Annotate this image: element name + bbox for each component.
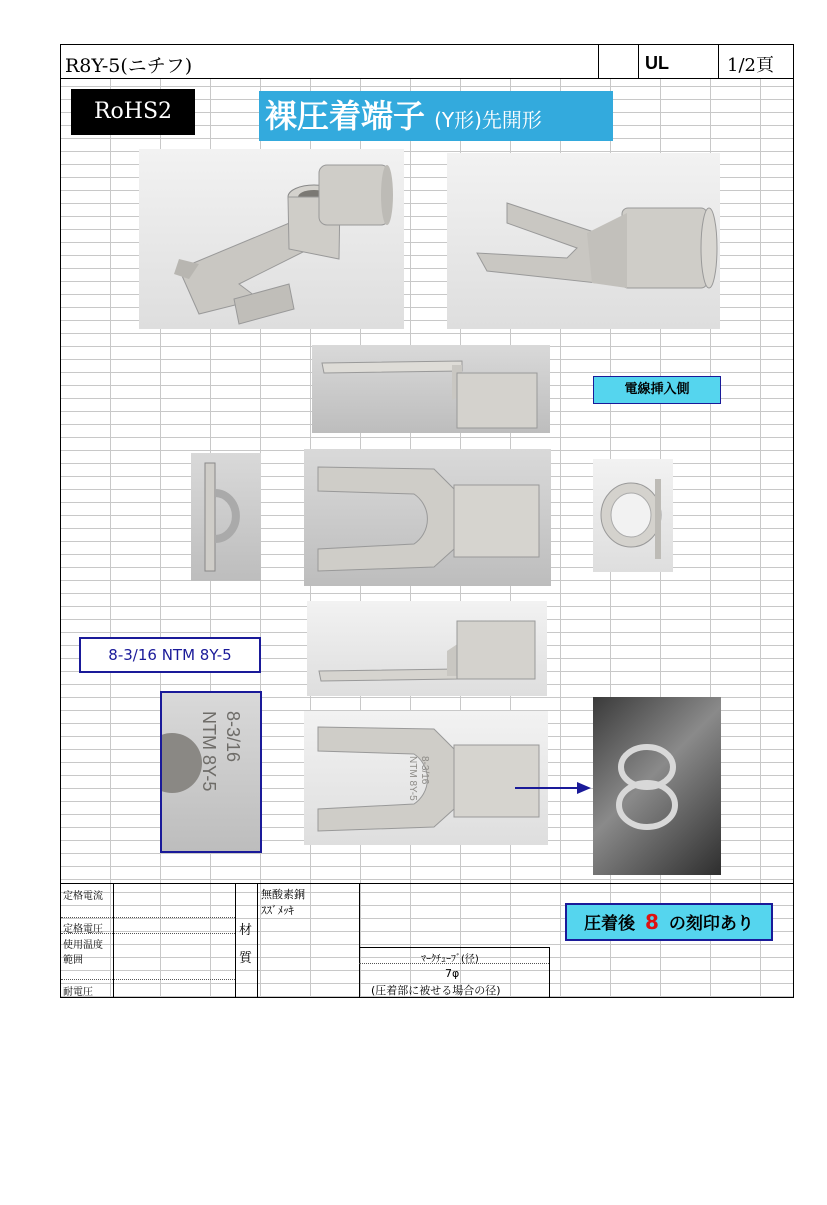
material-value-1: 無酸素銅 — [261, 888, 305, 901]
temp-range-label-1: 使用温度 — [63, 940, 103, 951]
photo-top-view-stamped — [304, 711, 548, 845]
page-number: 1/2頁 — [727, 55, 774, 76]
tube-value: 7φ — [445, 967, 460, 980]
header-row — [61, 45, 793, 79]
material-label-1: 材 — [239, 923, 253, 938]
marking-text-label — [79, 637, 261, 673]
rated-voltage-label: 定格電圧 — [63, 924, 103, 935]
crimp-note-before: 圧着後 — [584, 914, 636, 934]
marking-text: 8-3/16 NTM 8Y-5 — [108, 646, 232, 664]
rohs-text: RoHS2 — [93, 99, 173, 124]
arrow-icon — [513, 780, 593, 796]
title-banner — [259, 91, 613, 141]
title-main: 裸圧着端子 — [265, 97, 426, 135]
photo-crimp-mark — [593, 697, 721, 875]
photo-terminal-angle-1 — [139, 149, 404, 329]
title-sub: (Y形)先開形 — [434, 108, 542, 132]
rohs-badge — [71, 89, 195, 135]
tube-header: ﾏｰｸﾁｭｰﾌﾞ(径) — [421, 954, 479, 965]
photo-terminal-angle-2 — [447, 153, 720, 329]
tube-note: (圧着部に被せる場合の径) — [371, 984, 501, 997]
part-number: R8Y-5(ニチフ) — [65, 55, 193, 77]
wire-insertion-side-text: 電線挿入側 — [624, 382, 690, 397]
crimp-note-number: 8 — [645, 910, 659, 934]
photo-side-view-2 — [307, 601, 547, 696]
photo-end-view-left — [191, 453, 261, 581]
svg-text:8-3/16: 8-3/16 — [419, 756, 430, 785]
standard-label: UL — [645, 53, 669, 73]
stamp-text-line1: 8-3/16 — [223, 711, 243, 763]
material-label-2: 質 — [239, 951, 253, 966]
photo-stamp-closeup — [160, 691, 262, 853]
wire-insertion-side-label — [593, 376, 721, 404]
rated-current-label: 定格電流 — [63, 891, 103, 902]
spec-table — [61, 883, 793, 997]
crimp-note-after: の刻印あり — [668, 914, 754, 934]
svg-text:NTM 8Y-5: NTM 8Y-5 — [407, 756, 418, 801]
spec-sheet — [60, 44, 794, 998]
photo-top-view — [304, 449, 551, 586]
material-value-2: ｽｽﾞﾒｯｷ — [261, 904, 294, 917]
stamp-text-line2: NTM 8Y-5 — [199, 711, 219, 792]
photo-side-view — [312, 345, 550, 433]
photo-end-view-right — [593, 459, 673, 572]
temp-range-label-2: 範囲 — [63, 955, 83, 966]
withstand-voltage-label: 耐電圧 — [63, 987, 93, 998]
